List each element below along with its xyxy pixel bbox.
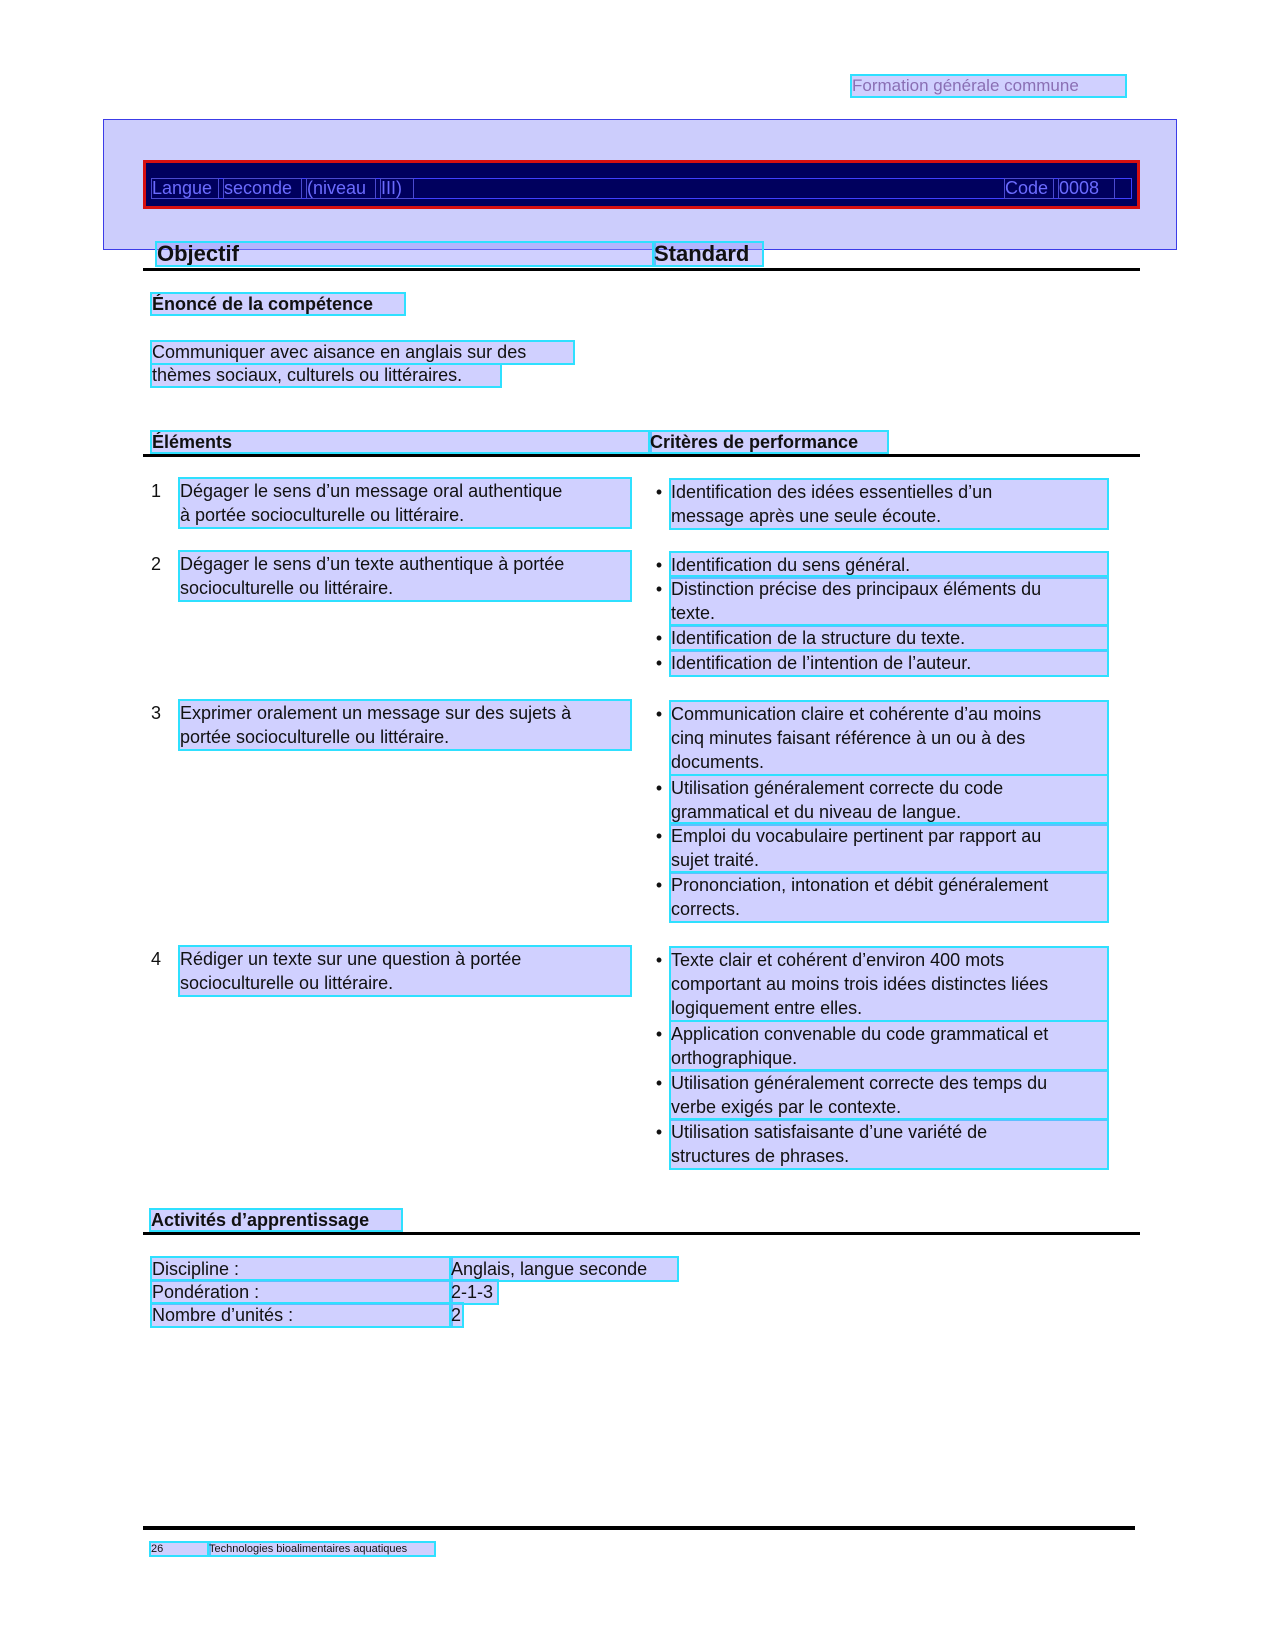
bullet-icon: • — [655, 778, 663, 798]
course-title-line — [152, 179, 1131, 198]
table-rule — [143, 454, 1140, 457]
element-text — [180, 479, 630, 527]
criterion-line: texte. — [671, 603, 716, 623]
criterion-item — [651, 577, 1107, 625]
bullet-icon: • — [655, 555, 663, 575]
footer-page-number: 26 — [151, 1543, 209, 1555]
criterion-text — [671, 824, 1107, 872]
bullet-icon: • — [655, 579, 663, 599]
criterion-line: Utilisation généralement correcte du code — [671, 778, 1004, 798]
competence-line: Communiquer avec aisance en anglais sur des — [152, 342, 573, 363]
element-line: socioculturelle ou littéraire. — [180, 973, 394, 993]
footer-rule — [143, 1526, 1135, 1530]
element-number: 3 — [151, 703, 162, 723]
criterion-item — [651, 1071, 1107, 1119]
footer-program-title: Technologies bioalimentaires aquatiques — [209, 1543, 434, 1555]
criterion-text — [671, 626, 1107, 650]
criterion-line: Communication claire et cohérente d’au moins — [671, 704, 1042, 724]
discipline-label: Discipline : — [152, 1258, 451, 1280]
criteria-heading: Critères de performance — [650, 432, 887, 452]
criterion-line: Identification des idées essentielles d’un — [671, 482, 993, 502]
criterion-line: Utilisation généralement correcte des temps du — [671, 1073, 1048, 1093]
element-line: Exprimer oralement un message sur des sujets à — [180, 703, 572, 723]
bullet-icon: • — [655, 653, 663, 673]
criterion-item — [651, 1022, 1107, 1070]
criterion-text — [671, 480, 1107, 528]
criterion-line: message après une seule écoute. — [671, 506, 942, 526]
element-text — [180, 552, 630, 600]
column-standard: Standard — [654, 243, 762, 265]
competence-heading: Énoncé de la compétence — [152, 294, 404, 314]
criterion-item — [651, 873, 1107, 921]
criterion-item — [651, 776, 1107, 824]
bullet-icon: • — [655, 875, 663, 895]
bullet-icon: • — [655, 950, 663, 970]
element-number: 1 — [151, 481, 162, 501]
element-text — [180, 701, 630, 749]
course-title-word: (niveau — [307, 179, 375, 198]
course-title-word: Langue — [152, 179, 218, 198]
criterion-item — [651, 480, 1107, 528]
criterion-line: Emploi du vocabulaire pertinent par rapport au — [671, 826, 1042, 846]
criterion-item — [651, 1120, 1107, 1168]
element-line: Rédiger un texte sur une question à portée — [180, 949, 522, 969]
criterion-item — [651, 824, 1107, 872]
criterion-text — [671, 873, 1107, 921]
element-line: à portée socioculturelle ou littéraire. — [180, 505, 465, 525]
bullet-icon: • — [655, 826, 663, 846]
element-number: 4 — [151, 949, 162, 969]
criterion-line: sujet traité. — [671, 850, 760, 870]
activities-rule — [143, 1232, 1140, 1235]
bullet-icon: • — [655, 1024, 663, 1044]
bullet-icon: • — [655, 628, 663, 648]
criterion-text — [671, 577, 1107, 625]
criterion-text — [671, 776, 1107, 824]
criterion-line: Texte clair et cohérent d’environ 400 mots — [671, 950, 1005, 970]
criterion-text — [671, 1120, 1107, 1168]
discipline-value: Anglais, langue seconde — [451, 1258, 677, 1280]
criterion-text — [671, 948, 1107, 1020]
criterion-item — [651, 553, 1107, 577]
ponderation-value: 2-1-3 — [451, 1281, 497, 1303]
criterion-line: corrects. — [671, 899, 741, 919]
criterion-text — [671, 702, 1107, 774]
bullet-icon: • — [655, 1122, 663, 1142]
units-value: 2 — [451, 1305, 462, 1325]
ponderation-label: Pondération : — [152, 1281, 451, 1303]
criterion-text — [671, 1071, 1107, 1119]
criterion-text — [671, 553, 1107, 577]
activities-heading: Activités d’apprentissage — [151, 1210, 401, 1230]
criterion-line: verbe exigés par le contexte. — [671, 1097, 902, 1117]
element-number: 2 — [151, 554, 162, 574]
criterion-line: logiquement entre elles. — [671, 998, 863, 1018]
criterion-item — [651, 626, 1107, 650]
course-title-word: III) — [381, 179, 413, 198]
bullet-icon: • — [655, 704, 663, 724]
criterion-line: Application convenable du code grammatical et — [671, 1024, 1049, 1044]
criterion-line: grammatical et du niveau de langue. — [671, 802, 962, 822]
course-title-word: seconde — [224, 179, 301, 198]
criterion-line: Utilisation satisfaisante d’une variété de — [671, 1122, 988, 1142]
bullet-icon: • — [655, 482, 663, 502]
criterion-line: comportant au moins trois idées distinctes liées — [671, 974, 1049, 994]
criterion-line: orthographique. — [671, 1048, 798, 1068]
element-line: portée socioculturelle ou littéraire. — [180, 727, 450, 747]
criterion-item — [651, 651, 1107, 675]
bullet-icon: • — [655, 1073, 663, 1093]
criterion-text — [671, 651, 1107, 675]
section-label: Formation générale commune — [852, 76, 1125, 96]
criterion-line: structures de phrases. — [671, 1146, 850, 1166]
criterion-line: documents. — [671, 752, 765, 772]
element-line: Dégager le sens d’un texte authentique à portée — [180, 554, 565, 574]
course-code-label: Code — [1005, 179, 1053, 198]
header-rule — [143, 268, 1140, 271]
column-objective: Objectif — [157, 243, 654, 265]
criterion-line: Prononciation, intonation et débit généralement — [671, 875, 1049, 895]
course-title-bar — [143, 160, 1140, 209]
criterion-text — [671, 1022, 1107, 1070]
criterion-line: cinq minutes faisant référence à un ou à des — [671, 728, 1026, 748]
element-line: socioculturelle ou littéraire. — [180, 578, 394, 598]
criterion-line: Identification du sens général. — [671, 555, 911, 575]
criterion-item — [651, 948, 1107, 1020]
element-line: Dégager le sens d’un message oral authentique — [180, 481, 563, 501]
element-text — [180, 947, 630, 995]
course-code-value: 0008 — [1059, 179, 1114, 198]
criterion-line: Distinction précise des principaux éléments du — [671, 579, 1042, 599]
competence-line: thèmes sociaux, culturels ou littéraires. — [152, 365, 500, 386]
elements-heading: Éléments — [152, 432, 650, 452]
criterion-line: Identification de l’intention de l’auteur. — [671, 653, 972, 673]
units-label: Nombre d’unités : — [152, 1304, 451, 1326]
criterion-item — [651, 702, 1107, 774]
criterion-line: Identification de la structure du texte. — [671, 628, 966, 648]
